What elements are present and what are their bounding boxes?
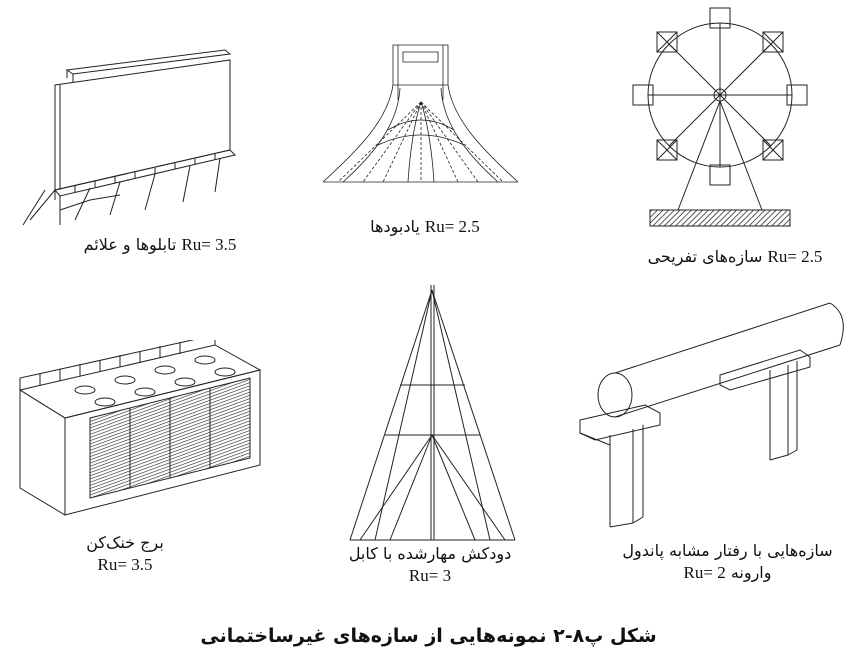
- billboard-figure: [15, 30, 250, 230]
- caption-guyed-stack: [330, 543, 530, 587]
- figure-title: شکل پ۸-۲ نمونه‌هایی از سازه‌های غیرساختمانی: [200, 625, 657, 647]
- caption-ferris: [620, 246, 850, 268]
- label-pendulum: سازه‌هایی با رفتار مشابه پاندول: [622, 541, 833, 560]
- pendulum-structure-figure: [575, 295, 850, 535]
- cooling-tower-figure: [15, 340, 265, 525]
- ferris-wheel-figure: [630, 5, 835, 237]
- label-guyed-stack: دودکش مهارشده با کابل: [348, 544, 512, 563]
- caption-pendulum-line2: [610, 562, 845, 584]
- label-cooling-tower: برج خنک‌کن: [86, 533, 164, 552]
- rvalue-cooling-tower: Ru= 3.5: [97, 555, 153, 574]
- monument-figure: [318, 40, 523, 190]
- caption-monument: [325, 216, 525, 238]
- caption-pendulum: [610, 540, 845, 584]
- caption-billboard: [55, 234, 265, 256]
- rvalue-guyed-stack: Ru= 3: [408, 566, 452, 585]
- label-ferris: سازه‌های تفریحی: [647, 247, 763, 266]
- caption-cooling-tower: [60, 532, 190, 576]
- rvalue-monument: Ru= 2.5: [424, 217, 480, 236]
- rvalue-billboard: Ru= 3.5: [181, 235, 237, 254]
- guyed-stack-figure: [345, 285, 520, 545]
- label-pendulum-2: وارونه: [730, 563, 772, 582]
- rvalue-ferris: Ru= 2.5: [767, 247, 823, 266]
- rvalue-pendulum: Ru= 2: [683, 563, 726, 582]
- label-billboard: تابلوها و علائم: [83, 235, 177, 254]
- label-monument: یادبودها: [370, 217, 420, 236]
